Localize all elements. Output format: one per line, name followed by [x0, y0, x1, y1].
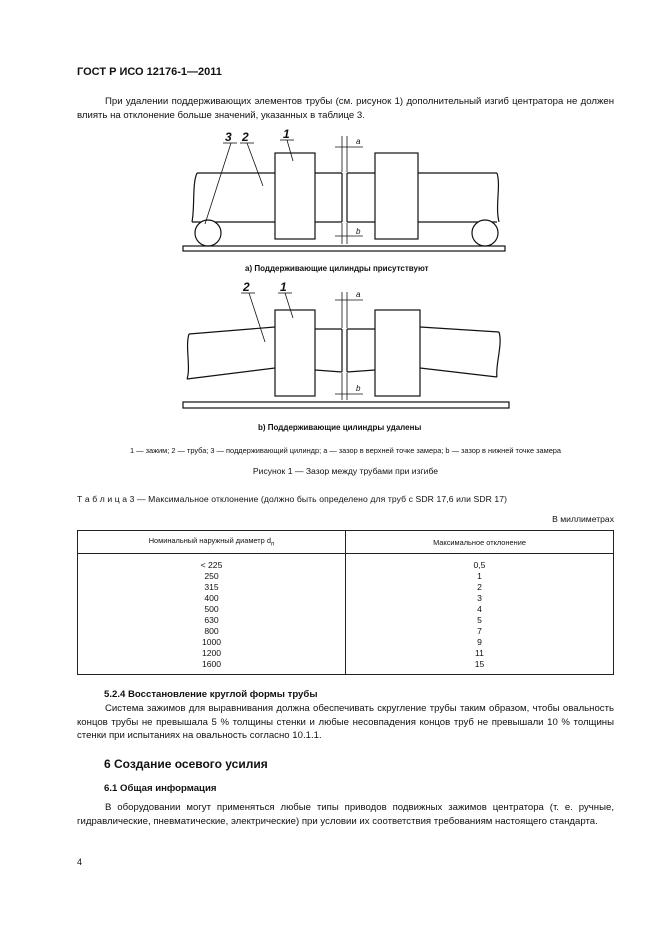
- section-524-text: Система зажимов для выравнивания должна обеспечивать скругление трубы таким образом, чтобы овальность концов трубы не превышала 5 % толщины стенки и любые несовпадения концов труб не превышали 10 % толщины стенки при испытаниях на овальность согласно 10.1.1.: [77, 703, 614, 741]
- figure-b-diagram: [175, 280, 515, 415]
- pipe-left-end: [192, 173, 197, 222]
- clamp-left: [275, 153, 315, 239]
- section-61-paragraph: [77, 801, 614, 828]
- figure-legend: 1 — зажим; 2 — труба; 3 — поддерживающий цилиндр; а — зазор в верхней точке замера; b — зазор в нижней точке замера: [129, 446, 562, 455]
- deviation-value: 0,5: [473, 560, 486, 570]
- label-three: 3: [225, 130, 232, 144]
- table-header-row: [78, 531, 614, 554]
- support-cylinder-right: [472, 220, 498, 246]
- page-number: 4: [77, 857, 83, 867]
- diameter-value: 1000: [201, 637, 222, 647]
- section-524-heading: 5.2.4 Восстановление круглой формы трубы: [104, 689, 318, 700]
- diameter-value: < 225: [200, 560, 223, 570]
- diameter-value: 315: [204, 582, 219, 592]
- label-one-b: 1: [280, 280, 287, 294]
- deviation-value: 11: [475, 648, 484, 658]
- figure-b-caption: b) Поддерживающие цилиндры удалены: [258, 423, 422, 432]
- document-header: ГОСТ Р ИСО 12176-1—2011: [77, 66, 222, 78]
- diameter-value: 500: [204, 604, 219, 614]
- label-b: b: [356, 227, 361, 236]
- figure-a-caption: а) Поддерживающие цилиндры присутствуют: [245, 264, 429, 273]
- table-units: В миллиметрах: [552, 514, 614, 524]
- figure-title: Рисунок 1 — Зазор между трубами при изгибе: [252, 466, 439, 476]
- base-plate: [183, 246, 505, 251]
- clamp-left-b: [275, 310, 315, 396]
- label-two-b: 2: [243, 280, 250, 294]
- label-a: a: [356, 137, 361, 146]
- diameter-value: 630: [204, 615, 219, 625]
- deviation-value: 1: [477, 571, 482, 581]
- col-deviation-header: Максимальное отклонение: [346, 531, 614, 554]
- clamp-right: [375, 153, 418, 239]
- table-title: Т а б л и ц а 3 — Максимальное отклонение (должно быть определено для труб с SDR 17,6 или SDR 17): [77, 494, 508, 504]
- label-b-b: b: [356, 384, 361, 393]
- base-plate-b: [183, 402, 509, 408]
- deviation-table: [77, 530, 614, 675]
- intro-text: При удалении поддерживающих элементов трубы (см. рисунок 1) дополнительный изгиб центратора не должен влиять на отклонение больше значений, указанных в таблице 3.: [77, 96, 614, 121]
- diameter-value: 800: [204, 626, 219, 636]
- pipe-left-end-b: [187, 334, 189, 379]
- deviation-value: 5: [477, 615, 482, 625]
- deviation-value: 3: [477, 593, 482, 603]
- section-6-heading: 6 Создание осевого усилия: [104, 757, 268, 771]
- deviation-cell: [346, 554, 614, 675]
- section-524-paragraph: [77, 702, 614, 743]
- pipe-right-end: [497, 173, 499, 222]
- deviation-value: 15: [474, 659, 485, 669]
- deviation-value: 7: [477, 626, 482, 636]
- diameter-value: 400: [204, 593, 219, 603]
- diameter-value: 1600: [201, 659, 222, 669]
- label-one: 1: [283, 127, 290, 141]
- support-cylinder-left: [195, 220, 221, 246]
- deviation-value: 9: [477, 637, 482, 647]
- section-61-heading: 6.1 Общая информация: [104, 783, 217, 794]
- intro-paragraph: [77, 95, 614, 122]
- diameter-cell: [78, 554, 346, 675]
- section-61-text: В оборудовании могут применяться любые типы приводов подвижных зажимов центратора (т. е. ручные, гидравлические, пневматические, электрические) при условии их соответствия требованиям настоящего стандарта.: [77, 802, 614, 827]
- deviation-value: 2: [477, 582, 482, 592]
- diameter-value: 1200: [201, 648, 222, 658]
- deviation-value: 4: [477, 604, 482, 614]
- figure-a-diagram: [175, 126, 515, 256]
- pipe-right-end-b: [497, 332, 500, 377]
- table-row: [78, 554, 614, 675]
- clamp-right-b: [375, 310, 420, 396]
- col-diameter-header: Номинальный наружный диаметр $d_n$: [78, 531, 346, 554]
- diameter-value: 250: [204, 571, 219, 581]
- label-a-b: a: [356, 290, 361, 299]
- label-two: 2: [242, 130, 249, 144]
